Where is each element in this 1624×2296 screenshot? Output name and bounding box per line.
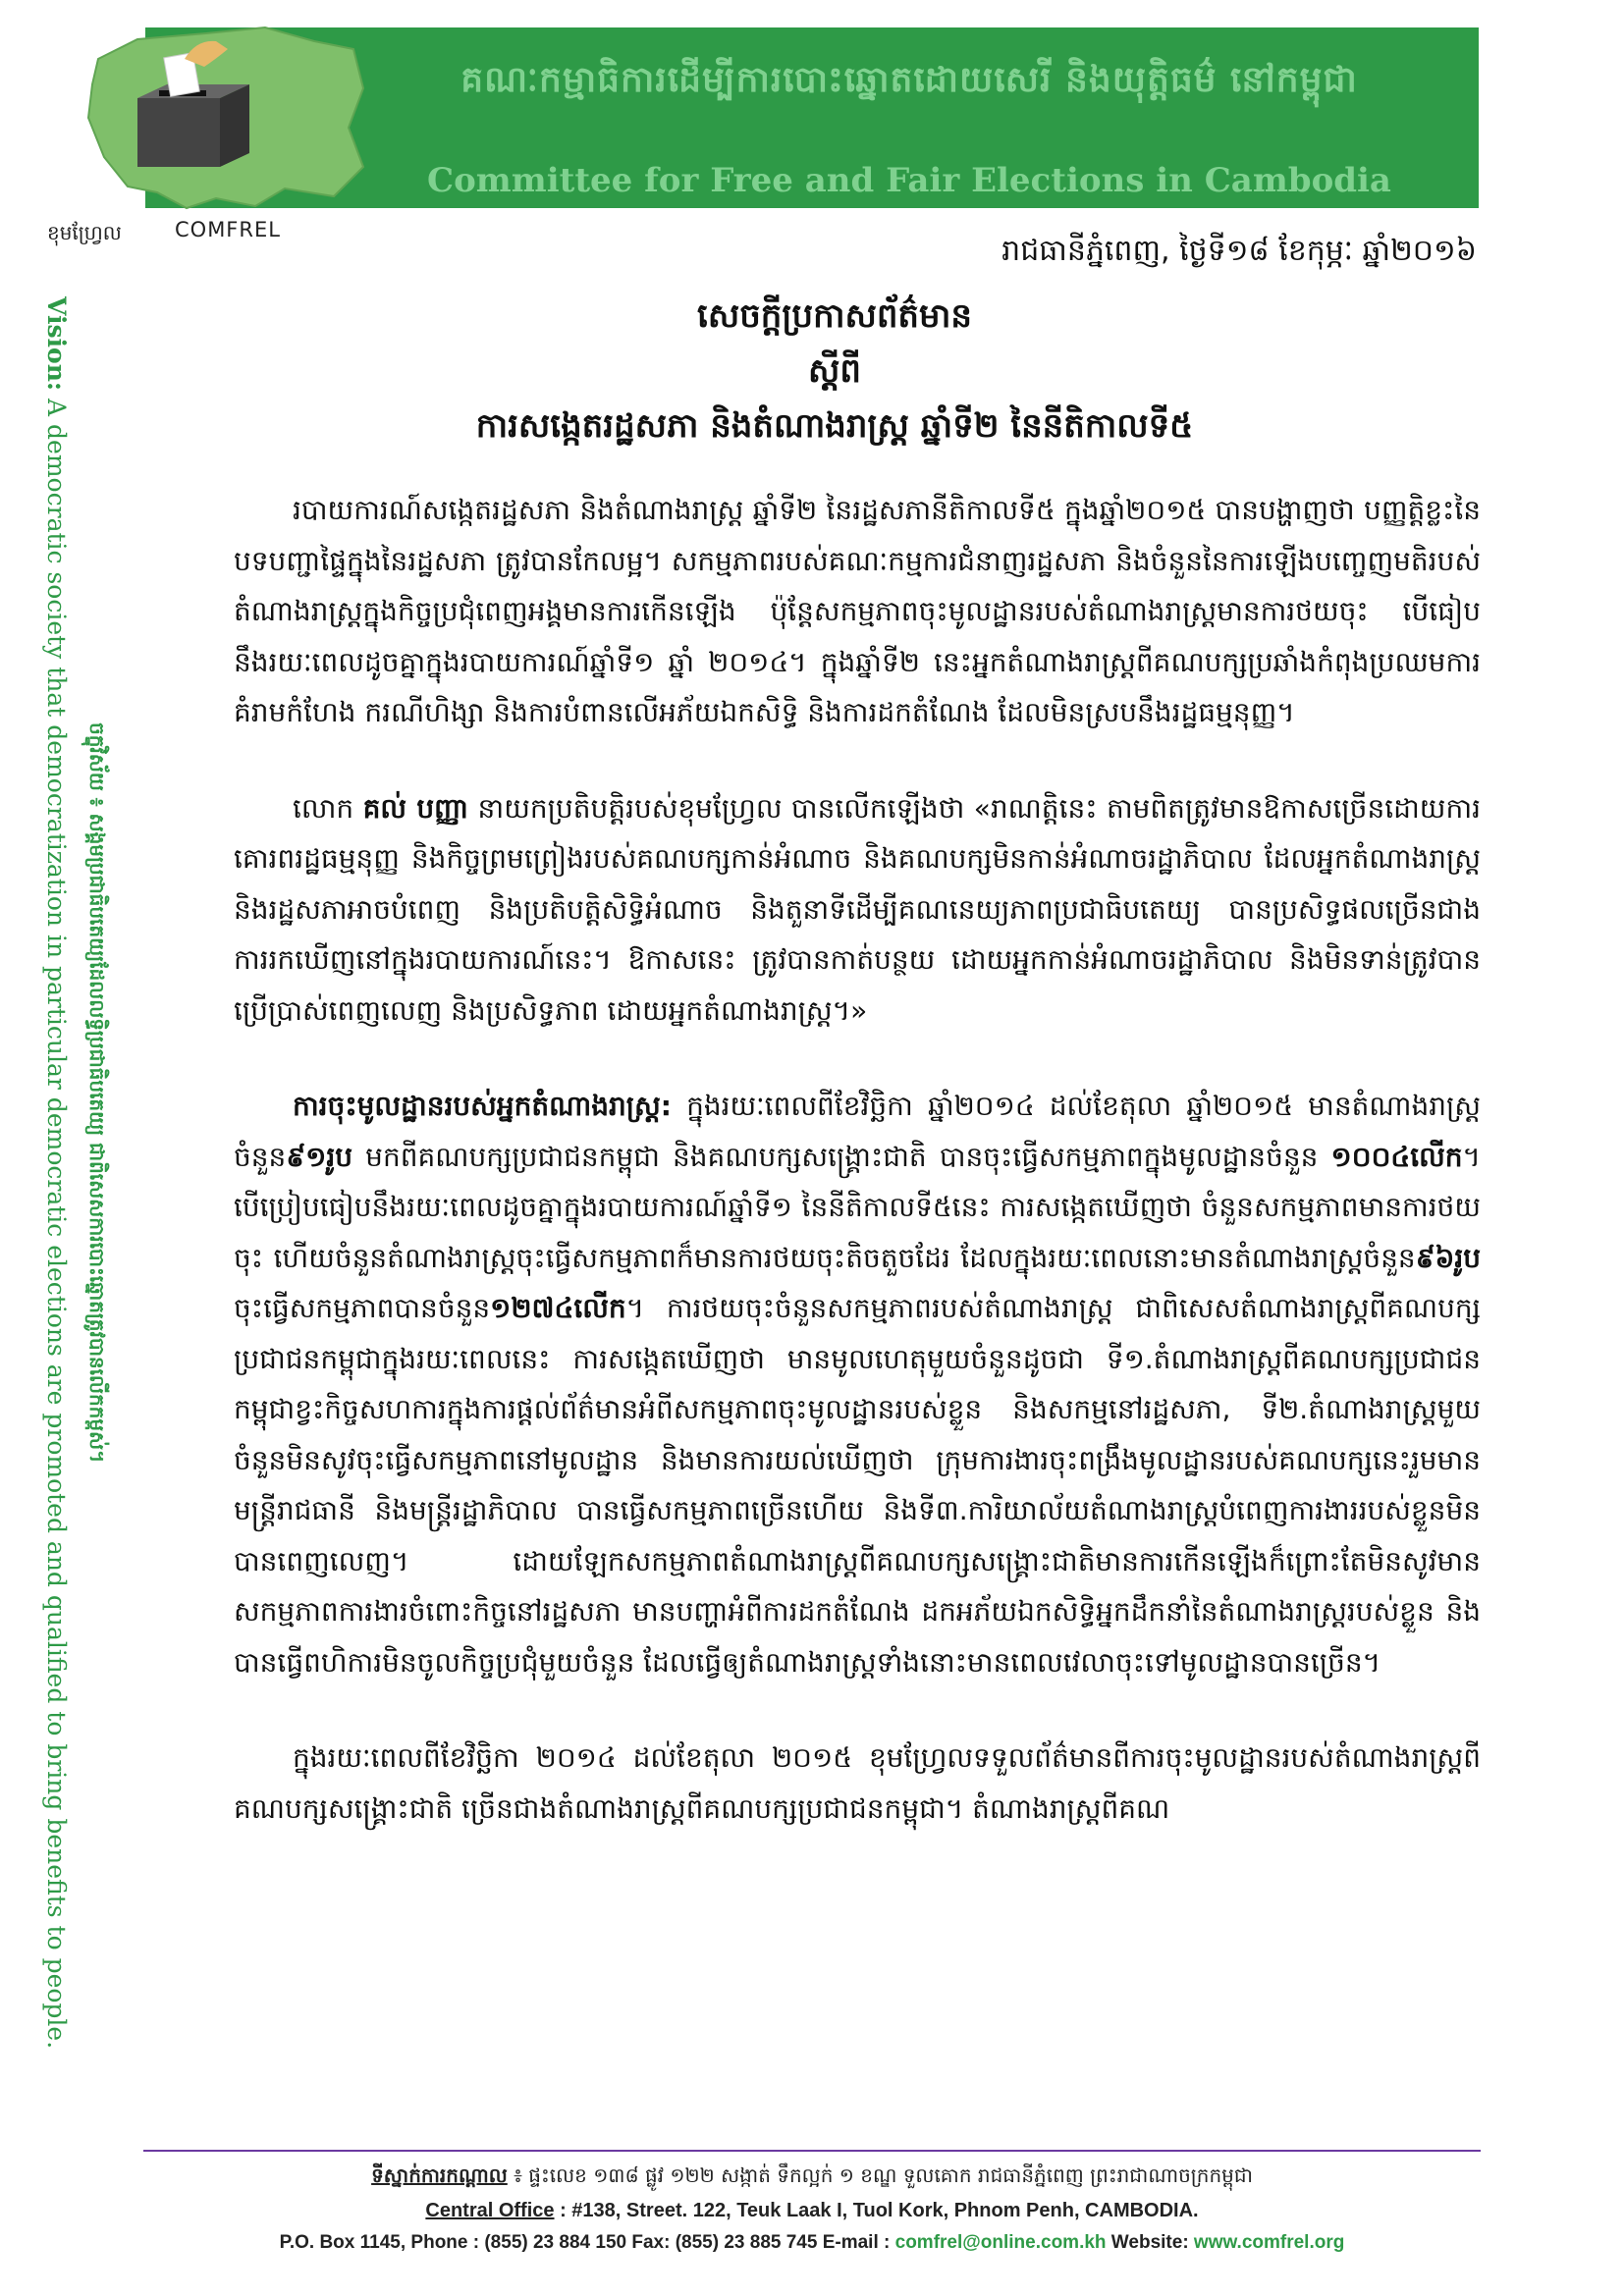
vision-text: A democratic society that democratization in particular democratic elections are promoted and qualified to bring benefits to people.	[42, 391, 71, 2050]
title-press-release: សេចក្តីប្រកាសព័ត៌មាន	[697, 296, 972, 336]
stat-mps-2015: ៩១រូប	[286, 1140, 353, 1173]
footer-office-label-khmer: ទីស្នាក់ការកណ្តាល	[371, 2163, 508, 2187]
header-title-khmer: គណៈកម្មាធិការដើម្បីការបោះឆ្នោតដោយសេរី និងយុត្តិធម៌ នៅកម្ពុជា	[460, 60, 1358, 100]
paragraph-2	[234, 783, 1481, 1037]
footer-contact	[143, 2232, 1481, 2254]
footer-divider	[143, 2150, 1481, 2152]
logo-label-khmer: ខុមហ្វ្រែល	[47, 221, 122, 244]
paragraph-2-intro: លោក	[293, 791, 363, 825]
footer-address-text: : #138, Street. 122, Teuk Laak I, Tuol Kork, Phnom Penh, CAMBODIA.	[554, 2200, 1199, 2221]
document-body	[234, 485, 1481, 1879]
paragraph-1: របាយការណ៍សង្កេតរដ្ឋសភា និងតំណាងរាស្ត្រ ឆ្នាំទី២ នៃរដ្ឋសភានីតិកាលទី៥ ក្នុងឆ្នាំ២០១៥ បានបង្ហាញថា បញ្ញត្តិខ្លះនៃបទបញ្ជាផ្ទៃក្នុងនៃរដ្ឋសភា ត្រូវបានកែលម្អ។ សកម្មភាពរបស់គណៈកម្មការជំនាញរដ្ឋសភា និងចំនួននៃការឡើងបញ្ចេញមតិរបស់តំណាងរាស្ត្រក្នុងកិច្ចប្រជុំពេញអង្គមានការកើនឡើង ប៉ុន្តែសកម្មភាពចុះមូលដ្ឋានរបស់តំណាងរាស្ត្រមានការថយចុះ បើធៀបនឹងរយៈពេលដូចគ្នាក្នុងរបាយការណ៍ឆ្នាំទី១ ឆ្នាំ ២០១៤។ ក្នុងឆ្នាំទី២ នេះអ្នកតំណាងរាស្ត្រពីគណបក្សប្រឆាំងកំពុងប្រឈមការគំរាមកំហែង ករណីហិង្សា និងការបំពានលើអភ័យឯកសិទ្ធិ និងការដកតំណែង ដែលមិនស្របនឹងរដ្ឋធម្មនុញ្ញ។	[234, 494, 1481, 728]
footer-website-label: Website:	[1106, 2232, 1194, 2253]
stat-visits-2014: ១២៧៤លើក	[490, 1292, 626, 1324]
paragraph-3-heading: ការចុះមូលដ្ឋានរបស់អ្នកតំណាងរាស្ត្រ:	[293, 1090, 672, 1122]
header-title-english: Committee for Free and Fair Elections in Cambodia	[427, 161, 1391, 200]
comfrel-logo	[69, 20, 383, 216]
paragraph-3-text-f: ។ ការថយចុះចំនួនសកម្មភាពរបស់តំណាងរាស្ត្រ ជាពិសេសតំណាងរាស្ត្រពីគណបក្សប្រជាជនកម្ពុជាក្នុងរយៈពេលនេះ ការសង្កេតឃើញថា មានមូលហេតុមួយចំនួនដូចជា ទី១.តំណាងរាស្ត្រពីគណបក្សប្រជាជនកម្ពុជាខ្វះកិច្ចសហការក្នុងការផ្តល់ព័ត៌មានអំពីសកម្មភាពចុះមូលដ្ឋានរបស់ខ្លួន និងសកម្មនៅរដ្ឋសភា, ទី២.តំណាងរាស្ត្រមួយចំនួនមិនសូវចុះធ្វើសកម្មភាពនៅមូលដ្ឋាន និងមានការយល់ឃើញថា ក្រុមការងារចុះពង្រឹងមូលដ្ឋានរបស់គណបក្សនេះរួមមានមន្ត្រីរាជធានី និងមន្ត្រីរដ្ឋាភិបាល បានធ្វើសកម្មភាពច្រើនហើយ និងទី៣.ការិយាល័យតំណាងរាស្ត្របំពេញការងាររបស់ខ្លួនមិនបានពេញលេញ។ ដោយឡែកសកម្មភាពតំណាងរាស្ត្រពីគណបក្សសង្គ្រោះជាតិមានការកើនឡើងក៏ព្រោះតែមិនសូវមានសកម្មភាពការងារចំពោះកិច្ចនៅរដ្ឋសភា មានបញ្ហាអំពីការដកតំណែង ដកអភ័យឯកសិទ្ធិអ្នកដឹកនាំនៃតំណាងរាស្ត្ររបស់ខ្លួន និងបានធ្វើពហិការមិនចូលកិច្ចប្រជុំមួយចំនួន ដែលធ្វើឲ្យតំណាងរាស្ត្រទាំងនោះមានពេលវេលាចុះទៅមូលដ្ឋានបានច្រើន។	[234, 1292, 1481, 1679]
title-about: ស្តីពី	[808, 351, 861, 391]
sidebar-vision-english	[42, 296, 71, 2049]
paragraph-3-text-a: ក្នុងរយៈពេលពីខែវិច្ឆិកា ឆ្នាំ២០១៤ ដល់ខែតុលា ឆ្នាំ២០១៥ មានតំណាងរាស្ត្រចំនួន	[234, 1090, 1481, 1173]
stat-mps-2014: ៩៦រូប	[1415, 1241, 1481, 1274]
footer-office-label: Central Office	[425, 2200, 555, 2221]
footer-phone-fax: P.O. Box 1145, Phone : (855) 23 884 150 Fax: (855) 23 885 745	[279, 2232, 823, 2253]
footer-website-link[interactable]: www.comfrel.org	[1193, 2232, 1345, 2253]
paragraph-3-text-d: ។ បើប្រៀបធៀបនឹងរយៈពេលដូចគ្នាក្នុងរបាយការណ៍ឆ្នាំទី១ នៃនីតិកាលទី៥នេះ ការសង្កេតឃើញថា ចំនួនសកម្មភាពមានការថយចុះ ហើយចំនួនតំណាងរាស្ត្រចុះធ្វើសកម្មភាពក៏មានការថយចុះតិចតួចដែរ ដែលក្នុងរយៈពេលនោះមានតំណាងរាស្ត្រចំនួន	[234, 1140, 1481, 1274]
footer-address-khmer-text: ៖ ផ្ទះលេខ ១៣៨ ផ្លូវ ១២២ សង្កាត់ ទឹកល្អក់ ១ ខណ្ឌ ទួលគោក រាជធានីភ្នំពេញ ព្រះរាជាណាចក្រកម្ពុជា	[507, 2163, 1253, 2187]
document-date: រាជធានីភ្នំពេញ, ថ្ងៃទី១៨ ខែកុម្ភៈ ឆ្នាំ២០១៦	[1001, 234, 1477, 268]
footer-address-khmer	[143, 2163, 1481, 2192]
vision-label: Vision:	[42, 296, 71, 392]
paragraph-3-text-e: ចុះធ្វើសកម្មភាពបានចំនួន	[234, 1292, 491, 1324]
paragraph-3	[234, 1081, 1481, 1687]
logo-label-english: COMFREL	[175, 218, 281, 241]
title-subject: ការសង្កេតរដ្ឋសភា និងតំណាងរាស្ត្រ ឆ្នាំទី២ នៃនីតិកាលទី៥	[475, 406, 1194, 446]
footer-address-english	[143, 2200, 1481, 2222]
footer-email-label: E-mail :	[822, 2232, 895, 2253]
stat-visits-2015: ១០០៤លើក	[1330, 1140, 1463, 1173]
sidebar-vision-khmer: ចក្ខុវិស័យ ៖ សង្គមប្រជាធិបតេយ្យដែលលទ្ធិប្រជាធិបតេយ្យ ជាពិសេសការបោះឆ្នោតត្រូវបានលើកកម្ពស់។	[85, 722, 109, 1464]
speaker-name: គល់ បញ្ញា	[362, 791, 469, 825]
footer-email-link[interactable]: comfrel@online.com.kh	[894, 2232, 1107, 2253]
ballot-box-icon	[137, 98, 220, 167]
paragraph-2-quote: នាយកប្រតិបត្តិរបស់ខុមហ្វ្រែល បានលើកឡើងថា «រាណត្តិនេះ តាមពិតត្រូវមានឱកាសច្រើនដោយការគោរពរដ្ឋធម្មនុញ្ញ និងកិច្ចព្រមព្រៀងរបស់គណបក្សកាន់អំណាច និងគណបក្សមិនកាន់អំណាចរដ្ឋាភិបាល ដែលអ្នកតំណាងរាស្ត្រ និងរដ្ឋសភាអាចបំពេញ និងប្រតិបត្តិសិទ្ធិអំណាច និងតួនាទីដើម្បីគណនេយ្យភាពប្រជាធិបតេយ្យ បានប្រសិទ្ធផលច្រើនជាងការរកឃើញនៅក្នុងរបាយការណ៍នេះ។ ឱកាសនេះ ត្រូវបានកាត់បន្ថយ ដោយអ្នកកាន់អំណាចរដ្ឋាភិបាល និងមិនទាន់ត្រូវបានប្រើប្រាស់ពេញលេញ និងប្រសិទ្ធភាព ដោយអ្នកតំណាងរាស្ត្រ។»	[234, 791, 1481, 1027]
paragraph-4: ក្នុងរយៈពេលពីខែវិច្ឆិកា ២០១៤ ដល់ខែតុលា ២០១៥ ខុមហ្វ្រែលទទួលព័ត៌មានពីការចុះមូលដ្ឋានរបស់តំណាងរាស្ត្រពីគណបក្សសង្គ្រោះជាតិ ច្រើនជាងតំណាងរាស្ត្រពីគណបក្សប្រជាជនកម្ពុជា។ តំណាងរាស្ត្រពីគណ	[234, 1741, 1481, 1825]
paragraph-3-text-c: មកពីគណបក្សប្រជាជនកម្ពុជា និងគណបក្សសង្គ្រោះជាតិ បានចុះធ្វើសកម្មភាពក្នុងមូលដ្ឋានចំនួន	[352, 1140, 1331, 1173]
